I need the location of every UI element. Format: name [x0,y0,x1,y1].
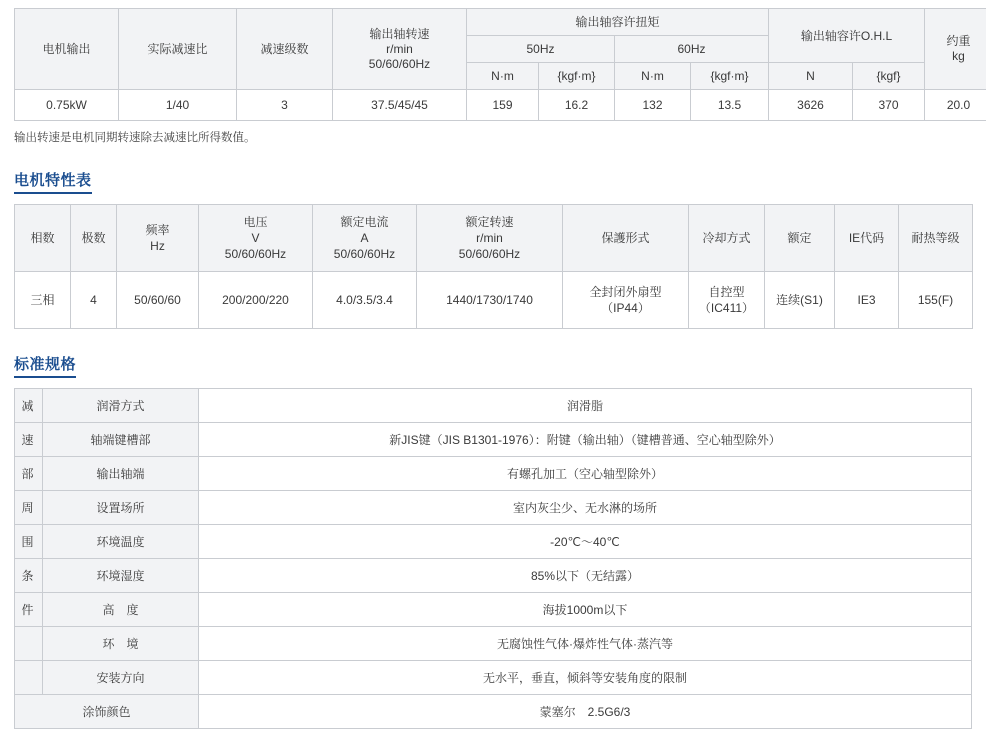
cell-torque-50-kgfm: 16.2 [539,90,615,121]
specification-table [14,8,986,121]
std-label: 润滑方式 [43,389,199,423]
header-weight-line2: kg [927,49,986,64]
std-row [15,559,972,593]
std-row-paint [15,695,972,729]
section-title-motor-text: 电机特性表 [14,169,92,194]
cell-voltage: 200/200/220 [199,272,313,329]
header-torque-60-kgfm: {kgf·m} [691,63,769,90]
std-label: 环境温度 [43,525,199,559]
header-ohl-n: N [769,63,853,90]
header-rated-speed-line2: r/min [419,230,560,246]
cell-ie-code: IE3 [835,272,899,329]
std-label: 安装方向 [43,661,199,695]
datasheet-page [0,8,986,729]
cell-torque-50-nm: 159 [467,90,539,121]
std-row [15,491,972,525]
header-output-speed [333,9,467,90]
motor-characteristics-table [14,204,973,329]
motor-table-row [15,272,973,329]
std-group-char [15,661,43,695]
section-title-standard-text: 标准规格 [14,353,76,378]
header-50hz: 50Hz [467,36,615,63]
header-60hz: 60Hz [615,36,769,63]
header-voltage [199,205,313,272]
cell-weight: 20.0 [925,90,986,121]
std-group-char: 围 [15,525,43,559]
table-note: 输出转速是电机同期转速除去减速比所得数值。 [14,129,972,145]
std-row [15,389,972,423]
std-group-char: 周 [15,491,43,525]
std-row [15,627,972,661]
header-ie-code: IE代码 [835,205,899,272]
cell-cooling-line2: （IC411） [691,300,762,316]
std-row [15,661,972,695]
cell-torque-60-kgfm: 13.5 [691,90,769,121]
std-group-char: 减 [15,389,43,423]
header-rated-speed [417,205,563,272]
header-actual-ratio: 实际减速比 [119,9,237,90]
std-value: 无腐蚀性气体·爆炸性气体·蒸汽等 [199,627,972,661]
cell-phases: 三相 [15,272,71,329]
std-value: 润滑脂 [199,389,972,423]
header-output-speed-line1: 输出轴转速 [335,27,464,42]
cell-ohl-kgf: 370 [853,90,925,121]
header-torque-50-nm: N·m [467,63,539,90]
header-current-line1: 额定电流 [315,214,414,230]
std-value: 室内灰尘少、无水淋的场所 [199,491,972,525]
header-current [313,205,417,272]
std-label: 高 度 [43,593,199,627]
std-group-char [15,627,43,661]
std-group-char: 速 [15,423,43,457]
table-header-row [15,9,986,36]
header-ohl-kgf: {kgf} [853,63,925,90]
header-rating: 额定 [765,205,835,272]
cell-protection-line2: （IP44） [565,300,686,316]
header-output-speed-line3: 50/60/60Hz [335,57,464,72]
header-voltage-line2: V [201,230,310,246]
std-value: 有螺孔加工（空心轴型除外） [199,457,972,491]
std-row [15,423,972,457]
std-label: 输出轴端 [43,457,199,491]
header-voltage-line3: 50/60/60Hz [201,246,310,262]
header-phases: 相数 [15,205,71,272]
header-frequency [117,205,199,272]
section-title-motor [14,169,972,194]
cell-rating: 连续(S1) [765,272,835,329]
header-allowable-torque: 输出轴容许扭矩 [467,9,769,36]
cell-motor-output: 0.75kW [15,90,119,121]
header-voltage-line1: 电压 [201,214,310,230]
std-value: 新JIS键（JIS B1301-1976）：附键（输出轴）（键槽普通、空心轴型除外） [199,423,972,457]
cell-poles: 4 [71,272,117,329]
standard-specification-table [14,388,972,729]
header-output-speed-line2: r/min [335,42,464,57]
cell-torque-60-nm: 132 [615,90,691,121]
std-label: 设置场所 [43,491,199,525]
cell-rated-speed: 1440/1730/1740 [417,272,563,329]
header-heat-class: 耐热等级 [899,205,973,272]
table-row [15,90,986,121]
cell-cooling-line1: 自控型 [691,284,762,300]
section-title-standard [14,353,972,378]
header-cooling: 冷却方式 [689,205,765,272]
cell-output-speed: 37.5/45/45 [333,90,467,121]
std-label-paint: 涂饰颜色 [15,695,199,729]
std-value: 无水平，垂直，倾斜等安装角度的限制 [199,661,972,695]
cell-heat-class: 155(F) [899,272,973,329]
std-value: -20℃～40℃ [199,525,972,559]
header-frequency-line2: Hz [119,238,196,254]
std-row [15,457,972,491]
motor-header-row [15,205,973,272]
std-group-char: 条 [15,559,43,593]
std-group-char: 件 [15,593,43,627]
header-weight [925,9,986,90]
header-rated-speed-line1: 额定转速 [419,214,560,230]
std-row [15,593,972,627]
cell-current: 4.0/3.5/3.4 [313,272,417,329]
cell-protection [563,272,689,329]
cell-cooling [689,272,765,329]
header-ohl: 输出轴容许O.H.L [769,9,925,63]
header-motor-output: 电机输出 [15,9,119,90]
cell-ohl-n: 3626 [769,90,853,121]
std-label: 环境湿度 [43,559,199,593]
header-current-line3: 50/60/60Hz [315,246,414,262]
std-label: 环 境 [43,627,199,661]
std-label: 轴端键槽部 [43,423,199,457]
cell-protection-line1: 全封闭外扇型 [565,284,686,300]
header-stages: 减速级数 [237,9,333,90]
header-weight-line1: 约重 [927,34,986,49]
header-poles: 极数 [71,205,117,272]
header-torque-50-kgfm: {kgf·m} [539,63,615,90]
std-value: 85%以下（无结露） [199,559,972,593]
header-frequency-line1: 频率 [119,222,196,238]
header-protection: 保護形式 [563,205,689,272]
std-value-paint: 蒙塞尔 2.5G6/3 [199,695,972,729]
cell-actual-ratio: 1/40 [119,90,237,121]
std-value: 海拔1000m以下 [199,593,972,627]
header-current-line2: A [315,230,414,246]
std-group-char: 部 [15,457,43,491]
header-torque-60-nm: N·m [615,63,691,90]
std-row [15,525,972,559]
header-rated-speed-line3: 50/60/60Hz [419,246,560,262]
cell-stages: 3 [237,90,333,121]
cell-frequency: 50/60/60 [117,272,199,329]
